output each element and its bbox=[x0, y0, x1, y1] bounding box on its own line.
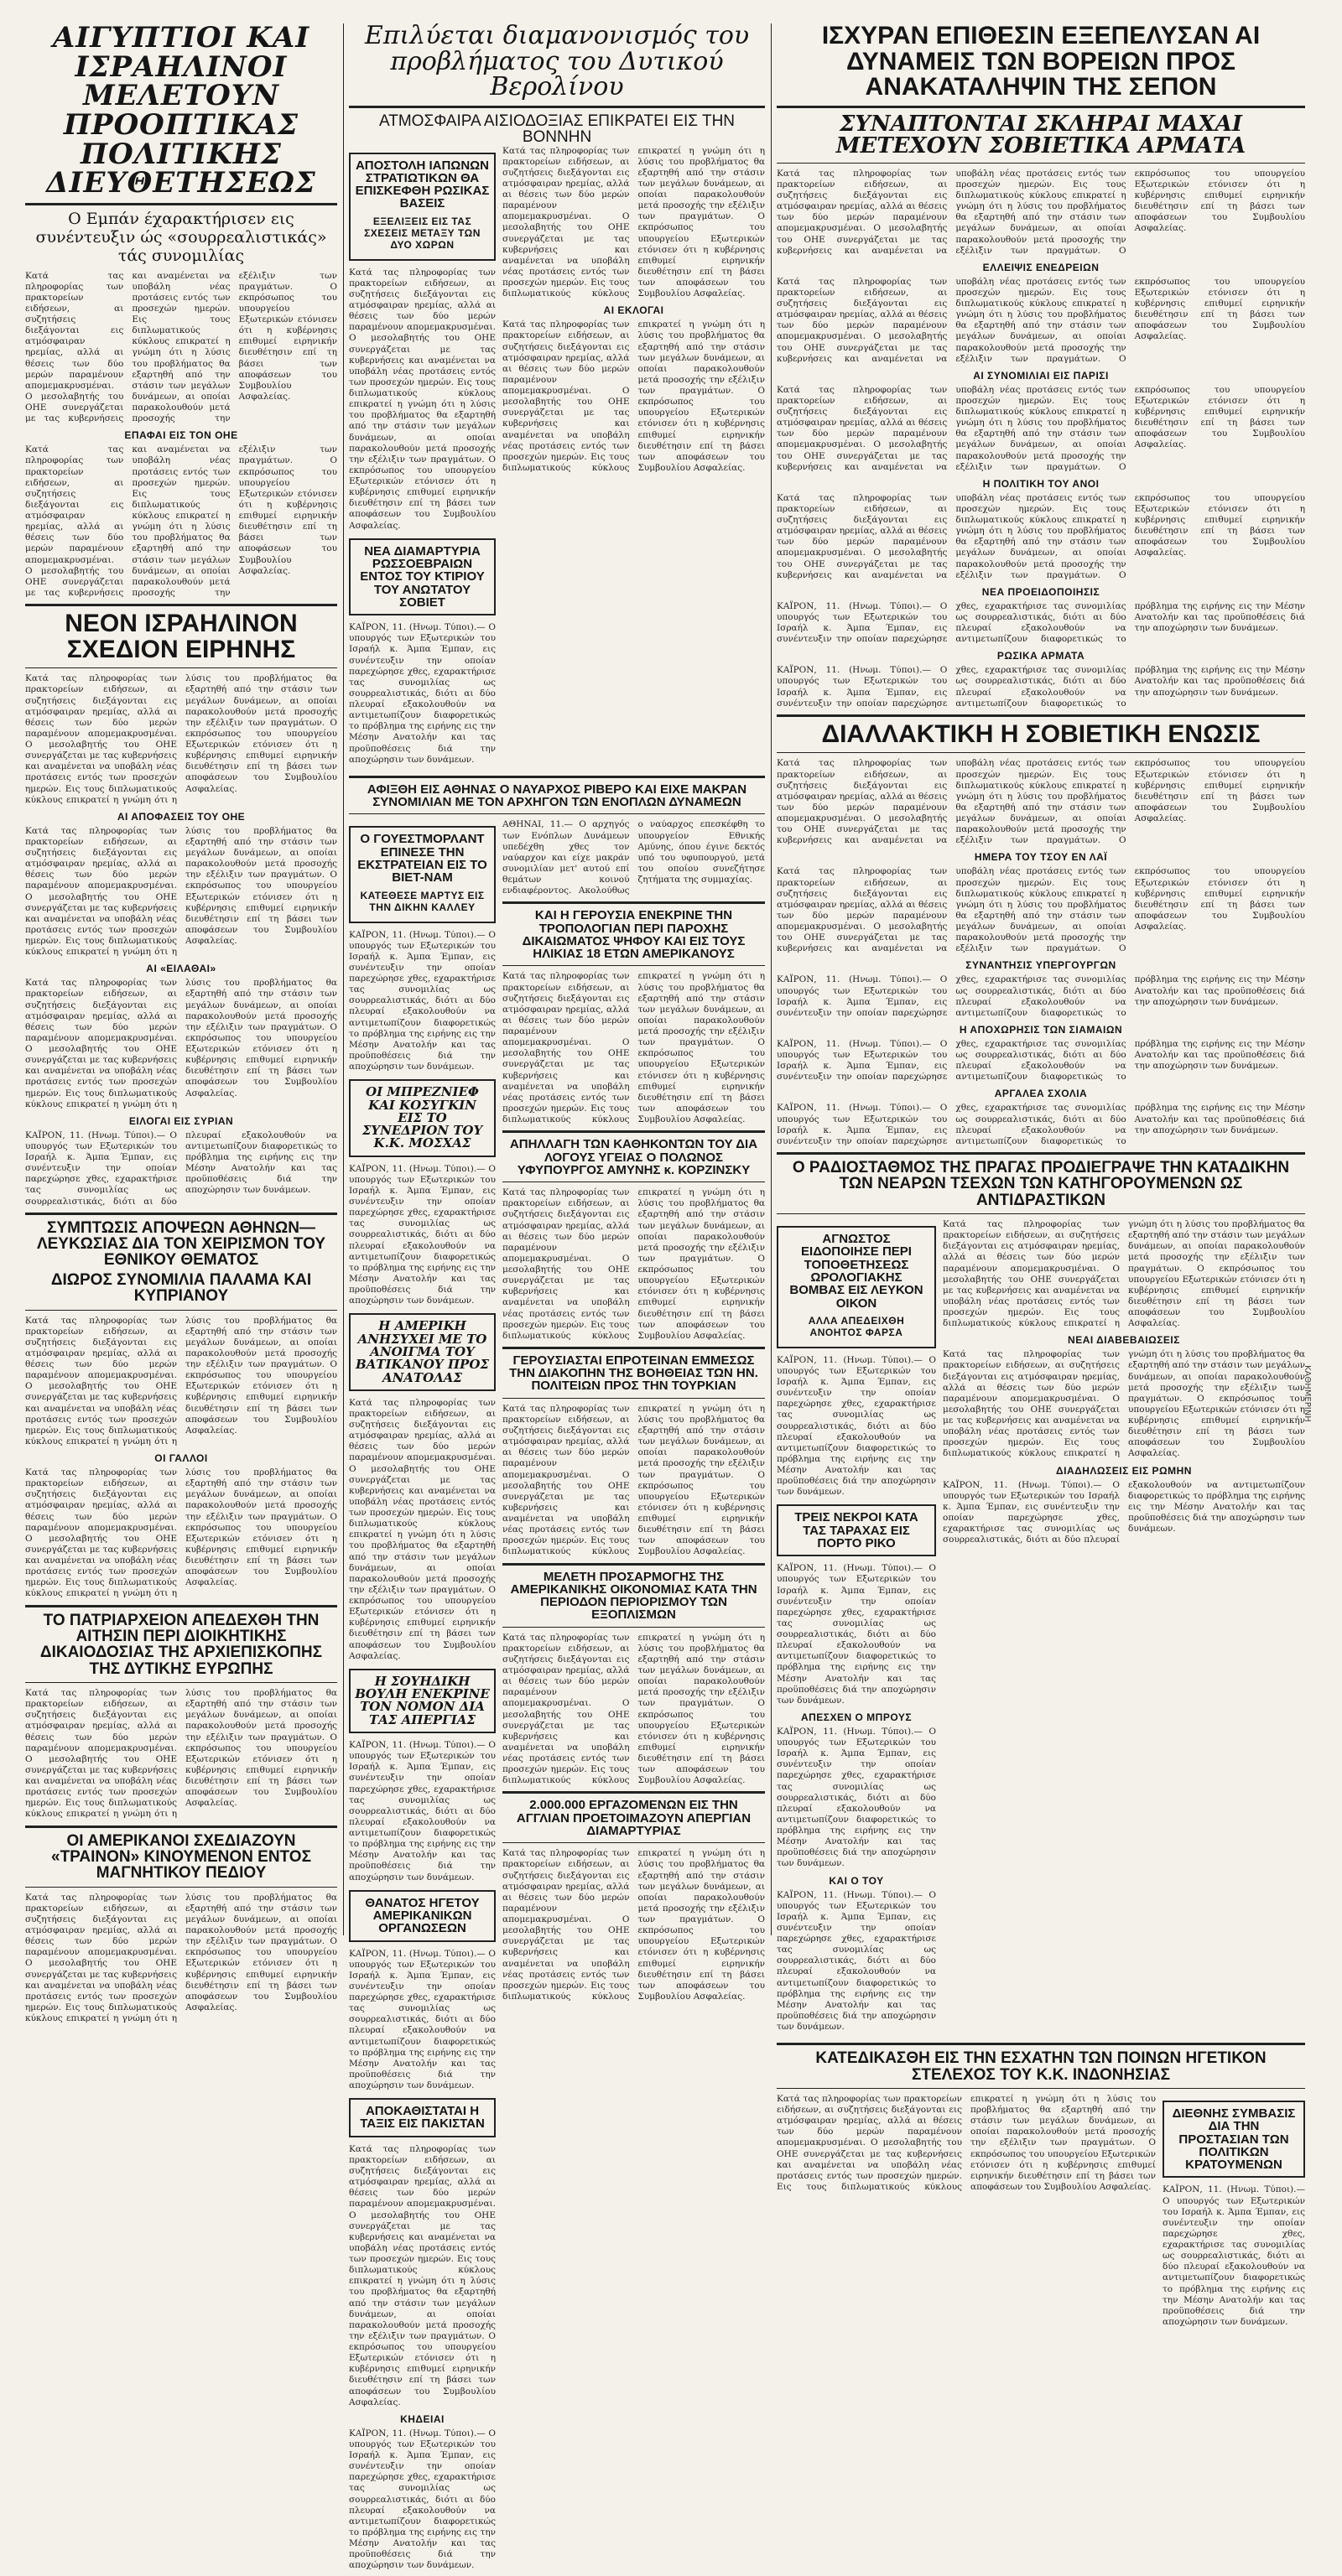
article-body: ΚΑΪΡΟΝ, 11. (Ηνωμ. Τύποι).— Ο υπουργός των Εξωτερικών του Ισραήλ κ. Άμπα Έμπαν, εις συνέντευξιν την οποίαν παρεχώρησε χθες, εχαρακτήρισε τας συνομιλίας ως σουρρεαλιστικάς, διότι αι δύο πλευραί εξακολουθούν να αντιμετωπίζουν διαφορετικώς το πρόβλημα της ειρήνης εις την Μέσην Ανατολήν και τας προϋποθέσεις διά την αποχώρησιν των δυνάμεων. bbox=[777, 1726, 936, 1869]
article-body: Κατά τας πληροφορίας των πρακτορείων ειδήσεων, αι συζητήσεις διεξάγονται εις ατμόσφαιραν ηρεμίας, αλλά αι θέσεις των δύο μερών παραμένουν απομεμακρυσμέναι. Ο μεσολαβητής του ΟΗΕ συνεργάζεται με τας κυβερνήσεις και αναμένεται να υποβάλη νέας προτάσεις εντός των προσεχών ημερών. Εις τους διπλωματικούς κύκλους επικρατεί η γνώμη ότι η λύσις του προβλήματος θα εξαρτηθή από την στάσιν των μεγάλων δυνάμεων, αι οποίαι παρακολουθούν μετά προσοχής την εξέλιξιν των πραγμάτων. Ο εκπρόσωπος του υπουργείου Εξωτερικών ετόνισεν ότι η κυβέρνησις επιθυμεί ειρηνικήν διευθέτησιν επί τη βάσει των αποφάσεων του Συμβουλίου Ασφαλείας. bbox=[349, 1397, 496, 1661]
headline-prague-radio: Ο ΡΑΔΙΟΣΤΑΘΜΟΣ ΤΗΣ ΠΡΑΓΑΣ ΠΡΟΔΙΕΓΡΑΨΕ ΤΗΝ ΚΑΤΑΔΙΚΗΝ ΤΩΝ ΝΕΑΡΩΝ ΤΣΕΧΩΝ ΤΩΝ ΚΑΤΗΓΟΡΟΥΜΕΝΩΝ ΩΣ ΑΝΤΙΔΡΑΣΤΙΚΩΝ bbox=[792, 1158, 1290, 1209]
section-kicker: ΕΠΑΦΑΙ ΕΙΣ ΤΟΝ ΟΗΕ bbox=[124, 429, 238, 442]
article-body: ΚΑΪΡΟΝ, 11. (Ηνωμ. Τύποι).— Ο υπουργός των Εξωτερικών του Ισραήλ κ. Άμπα Έμπαν, εις συνέντευξιν την οποίαν παρεχώρησε χθες, εχαρακτήρισε τας συνομιλίας ως σουρρεαλιστικάς, διότι αι δύο πλευραί εξακολουθούν να αντιμετωπίζουν διαφορετικώς το πρόβλημα της ειρήνης εις την Μέσην Ανατολήν και τας προϋποθέσεις διά την αποχώρησιν των δυνάμεων. bbox=[349, 622, 496, 765]
boxed-article bbox=[349, 1890, 496, 1942]
headline-peace-plan: ΝΕΟΝ ΙΣΡΑΗΛΙΝΟΝ ΣΧΕΔΙΟΝ ΕΙΡΗΝΗΣ bbox=[65, 610, 298, 663]
box-kicker: ΕΞΕΛΙΞΕΙΣ ΕΙΣ ΤΑΣ ΣΧΕΣΕΙΣ ΜΕΤΑΞΥ ΤΩΝ ΔΥΟ ΧΩΡΩΝ bbox=[364, 215, 481, 251]
article-body: Κατά τας πληροφορίας των πρακτορείων ειδήσεων, αι συζητήσεις διεξάγονται εις ατμόσφαιραν ηρεμίας, αλλά αι θέσεις των δύο μερών παραμένουν απομεμακρυσμέναι. Ο μεσολαβητής του ΟΗΕ συνεργάζεται με τας κυβερνήσεις και αναμένεται να υποβάλη νέας προτάσεις εντός των προσεχών ημερών. Εις τους διπλωματικούς κύκλους επικρατεί η γνώμη ότι η λύσις του προβλήματος θα εξαρτηθή από την στάσιν των μεγάλων δυνάμεων, αι οποίαι παρακολουθούν μετά προσοχής την εξέλιξιν των πραγμάτων. Ο εκπρόσωπος του υπουργείου Εξωτερικών ετόνισεν ότι η κυβέρνησις επιθυμεί ειρηνικήν διευθέτησιν επί τη βάσει των αποφάσεων του Συμβουλίου Ασφαλείας. bbox=[25, 270, 337, 424]
article-body: Κατά τας πληροφορίας των πρακτορείων ειδήσεων, αι συζητήσεις διεξάγονται εις ατμόσφαιραν ηρεμίας, αλλά αι θέσεις των δύο μερών παραμένουν απομεμακρυσμέναι. Ο μεσολαβητής του ΟΗΕ συνεργάζεται με τας κυβερνήσεις και αναμένεται να υποβάλη νέας προτάσεις εντός των προσεχών ημερών. Εις τους διπλωματικούς κύκλους επικρατεί η γνώμη ότι η λύσις του προβλήματος θα εξαρτηθή από την στάσιν των μεγάλων δυνάμεων, αι οποίαι παρακολουθούν μετά προσοχής την εξέλιξιν των πραγμάτων. Ο εκπρόσωπος του υπουργείου Εξωτερικών ετόνισεν ότι η κυβέρνησις επιθυμεί ειρηνικήν διευθέτησιν επί τη βάσει των αποφάσεων του Συμβουλίου Ασφαλείας. bbox=[777, 168, 1305, 256]
article-body: Κατά τας πληροφορίας των πρακτορείων ειδήσεων, αι συζητήσεις διεξάγονται εις ατμόσφαιραν ηρεμίας, αλλά αι θέσεις των δύο μερών παραμένουν απομεμακρυσμέναι. Ο μεσολαβητής του ΟΗΕ συνεργάζεται με τας κυβερνήσεις και αναμένεται να υποβάλη νέας προτάσεις εντός των προσεχών ημερών. Εις τους διπλωματικούς κύκλους επικρατεί η γνώμη ότι η λύσις του προβλήματος θα εξαρτηθή από την στάσιν των μεγάλων δυνάμεων, αι οποίαι παρακολουθούν μετά προσοχής την εξέλιξιν των πραγμάτων. Ο εκπρόσωπος του υπουργείου Εξωτερικών ετόνισεν ότι η κυβέρνησις επιθυμεί ειρηνικήν διευθέτησιν επί τη βάσει των αποφάσεων του Συμβουλίου Ασφαλείας. bbox=[943, 1219, 1305, 1329]
article-body: ΚΑΪΡΟΝ, 11. (Ηνωμ. Τύποι).— Ο υπουργός των Εξωτερικών του Ισραήλ κ. Άμπα Έμπαν, εις συνέντευξιν την οποίαν παρεχώρησε χθες, εχαρακτήρισε τας συνομιλίας ως σουρρεαλιστικάς, διότι αι δύο πλευραί εξακολουθούν να αντιμετωπίζουν διαφορετικώς το πρόβλημα της ειρήνης εις την Μέσην Ανατολήν και τας προϋποθέσεις διά την αποχώρησιν των δυνάμεων. bbox=[25, 1130, 337, 1207]
box-headline: ΟΙ ΜΠΡΕΖΝΙΕΦ ΚΑΙ ΚΟΣΥΓΚΙΝ ΕΙΣ ΤΟ ΣΥΝΕΔΡΙΟΝ ΤΟΥ Κ.Κ. ΜΟΣΧΑΣ bbox=[362, 1084, 483, 1151]
article-body: ΑΘΗΝΑΙ, 11.— Ο αρχηγός των Ενόπλων Δυνάμεων υπεδέχθη χθες τον ναύαρχον και είχε μακράν συνομιλίαν μετ' αυτού επί θεμάτων κοινού ενδιαφέροντος. Ακολούθως ο ναύαρχος επεσκέφθη το υπουργείον Εθνικής Αμύνης, όπου έγινε δεκτός υπό του υφυπουργού, μετά του οποίου συνεζήτησε ζητήματα της συμμαχίας. bbox=[502, 819, 765, 896]
article-body: Κατά τας πληροφορίας των πρακτορείων ειδήσεων, αι συζητήσεις διεξάγονται εις ατμόσφαιραν ηρεμίας, αλλά αι θέσεις των δύο μερών παραμένουν απομεμακρυσμέναι. Ο μεσολαβητής του ΟΗΕ συνεργάζεται με τας κυβερνήσεις και αναμένεται να υποβάλη νέας προτάσεις εντός των προσεχών ημερών. Εις τους διπλωματικούς κύκλους επικρατεί η γνώμη ότι η λύσις του προβλήματος θα εξαρτηθή από την στάσιν των μεγάλων δυνάμεων, αι οποίαι παρακολουθούν μετά προσοχής την εξέλιξιν των πραγμάτων. Ο εκπρόσωπος του υπουργείου Εξωτερικών ετόνισεν ότι η κυβέρνησις επιθυμεί ειρηνικήν διευθέτησιν επί τη βάσει των αποφάσεων του Συμβουλίου Ασφαλείας. bbox=[777, 2093, 1156, 2192]
section-kicker: ΕΛΛΕΙΨΙΣ ΕΝΕΔΡΕΙΩΝ bbox=[982, 261, 1100, 273]
box-headline: ΘΑΝΑΤΟΣ ΗΓΕΤΟΥ ΑΜΕΡΙΚΑΝΙΚΩΝ ΟΡΓΑΝΩΣΕΩΝ bbox=[365, 1895, 480, 1936]
margin-strip: ΚΑΘΗΜΕΡΙΝΗ bbox=[1303, 1365, 1312, 1422]
article-body: Κατά τας πληροφορίας των πρακτορείων ειδήσεων, αι συζητήσεις διεξάγονται εις ατμόσφαιραν ηρεμίας, αλλά αι θέσεις των δύο μερών παραμένουν απομεμακρυσμέναι. Ο μεσολαβητής του ΟΗΕ συνεργάζεται με τας κυβερνήσεις και αναμένεται να υποβάλη νέας προτάσεις εντός των προσεχών ημερών. Εις τους διπλωματικούς κύκλους επικρατεί η γνώμη ότι η λύσις του προβλήματος θα εξαρτηθή από την στάσιν των μεγάλων δυνάμεων, αι οποίαι παρακολουθούν μετά προσοχής την εξέλιξιν των πραγμάτων. Ο εκπρόσωπος του υπουργείου Εξωτερικών ετόνισεν ότι η κυβέρνησις επιθυμεί ειρηνικήν διευθέτησιν επί τη βάσει των αποφάσεων του Συμβουλίου Ασφαλείας. bbox=[25, 1892, 337, 2023]
section-kicker: ΣΥΝΑΝΤΗΣΙΣ ΥΠΕΡΓΟΥΡΓΩΝ bbox=[965, 959, 1116, 972]
box-headline: ΔΙΕΘΝΗΣ ΣΥΜΒΑΣΙΣ ΔΙΑ ΤΗΝ ΠΡΟΣΤΑΣΙΑΝ ΤΩΝ ΠΟΛΙΤΙΚΩΝ ΚΡΑΤΟΥΜΕΝΩΝ bbox=[1172, 2106, 1296, 2173]
box-headline: ΑΓΝΩΣΤΟΣ ΕΙΔΟΠΟΙΗΣΕ ΠΕΡΙ ΤΟΠΟΘΕΤΗΣΕΩΣ ΩΡΟΛΟΓΙΑΚΗΣ ΒΟΜΒΑΣ ΕΙΣ ΛΕΥΚΟΝ ΟΙΚΟΝ bbox=[789, 1232, 923, 1311]
article-body: ΚΑΪΡΟΝ, 11. (Ηνωμ. Τύποι).— Ο υπουργός των Εξωτερικών του Ισραήλ κ. Άμπα Έμπαν, εις συνέντευξιν την οποίαν παρεχώρησε χθες, εχαρακτήρισε τας συνομιλίας ως σουρρεαλιστικάς, διότι αι δύο πλευραί εξακολουθούν να αντιμετωπίζουν διαφορετικώς το πρόβλημα της ειρήνης εις την Μέσην Ανατολήν και τας προϋποθέσεις διά την αποχώρησιν των δυνάμεων. bbox=[1163, 2184, 1305, 2327]
section-kicker: ΚΗΔΕΙΑΙ bbox=[400, 2412, 445, 2425]
boxed-article bbox=[349, 1079, 496, 1156]
box-headline: ΝΕΑ ΔΙΑΜΑΡΤΥΡΙΑ ΡΩΣΣΟΕΒΡΑΙΩΝ ΕΝΤΟΣ ΤΟΥ ΚΤΙΡΙΟΥ ΤΟΥ ΑΝΩΤΑΤΟΥ ΣΟΒΙΕΤ bbox=[360, 543, 485, 610]
headline-indonesia: ΚΑΤΕΔΙΚΑΣΘΗ ΕΙΣ ΤΗΝ ΕΣΧΑΤΗΝ ΤΩΝ ΠΟΙΝΩΝ ΗΓΕΤΙΚΟΝ ΣΤΕΛΕΧΟΣ ΤΟΥ Κ.Κ. ΙΝΔΟΝΗΣΙΑΣ bbox=[815, 2049, 1267, 2084]
article-body: Κατά τας πληροφορίας των πρακτορείων ειδήσεων, αι συζητήσεις διεξάγονται εις ατμόσφαιραν ηρεμίας, αλλά αι θέσεις των δύο μερών παραμένουν απομεμακρυσμέναι. Ο μεσολαβητής του ΟΗΕ συνεργάζεται με τας κυβερνήσεις και αναμένεται να υποβάλη νέας προτάσεις εντός των προσεχών ημερών. Εις τους διπλωματικούς κύκλους επικρατεί η γνώμη ότι η λύσις του προβλήματος θα εξαρτηθή από την στάσιν των μεγάλων δυνάμεων, αι οποίαι παρακολουθούν μετά προσοχής την εξέλιξιν των πραγμάτων. Ο εκπρόσωπος του υπουργείου Εξωτερικών ετόνισεν ότι η κυβέρνησις επιθυμεί ειρηνικήν διευθέτησιν επί τη βάσει των αποφάσεων του Συμβουλίου Ασφαλείας. bbox=[502, 319, 765, 473]
box-kicker: ΚΑΤΕΘΕΣΕ ΜΑΡΤΥΣ ΕΙΣ ΤΗΝ ΔΙΚΗΝ ΚΑΛΛΕΥ bbox=[360, 889, 485, 913]
boxed-article bbox=[349, 1669, 496, 1733]
article-body: Κατά τας πληροφορίας των πρακτορείων ειδήσεων, αι συζητήσεις διεξάγονται εις ατμόσφαιραν ηρεμίας, αλλά αι θέσεις των δύο μερών παραμένουν απομεμακρυσμέναι. Ο μεσολαβητής του ΟΗΕ συνεργάζεται με τας κυβερνήσεις και αναμένεται να υποβάλη νέας προτάσεις εντός των προσεχών ημερών. Εις τους διπλωματικούς κύκλους επικρατεί η γνώμη ότι η λύσις του προβλήματος θα εξαρτηθή από την στάσιν των μεγάλων δυνάμεων, αι οποίαι παρακολουθούν μετά προσοχής την εξέλιξιν των πραγμάτων. Ο εκπρόσωπος του υπουργείου Εξωτερικών ετόνισεν ότι η κυβέρνησις επιθυμεί ειρηνικήν διευθέτησιν επί τη βάσει των αποφάσεων του Συμβουλίου Ασφαλείας. bbox=[25, 1467, 337, 1599]
article-body: ΚΑΪΡΟΝ, 11. (Ηνωμ. Τύποι).— Ο υπουργός των Εξωτερικών του Ισραήλ κ. Άμπα Έμπαν, εις συνέντευξιν την οποίαν παρεχώρησε χθες, εχαρακτήρισε τας συνομιλίας ως σουρρεαλιστικάς, διότι αι δύο πλευραί εξακολουθούν να αντιμετωπίζουν διαφορετικώς το πρόβλημα της ειρήνης εις την Μέσην Ανατολήν και τας προϋποθέσεις διά την αποχώρησιν των δυνάμεων. bbox=[349, 2428, 496, 2571]
section-kicker: ΑΙ ΣΥΝΟΜΙΛΙΑΙ ΕΙΣ ΠΑΡΙΣΙ bbox=[973, 369, 1109, 382]
article-body: ΚΑΪΡΟΝ, 11. (Ηνωμ. Τύποι).— Ο υπουργός των Εξωτερικών του Ισραήλ κ. Άμπα Έμπαν, εις συνέντευξιν την οποίαν παρεχώρησε χθες, εχαρακτήρισε τας συνομιλίας ως σουρρεαλιστικάς, διότι αι δύο πλευραί εξακολουθούν να αντιμετωπίζουν διαφορετικώς το πρόβλημα της ειρήνης εις την Μέσην Ανατολήν και τας προϋποθέσεις διά την αποχώρησιν των δυνάμεων. bbox=[777, 1563, 936, 1706]
boxed-article bbox=[1163, 2101, 1305, 2178]
article-body: Κατά τας πληροφορίας των πρακτορείων ειδήσεων, αι συζητήσεις διεξάγονται εις ατμόσφαιραν ηρεμίας, αλλά αι θέσεις των δύο μερών παραμένουν απομεμακρυσμέναι. Ο μεσολαβητής του ΟΗΕ συνεργάζεται με τας κυβερνήσεις και αναμένεται να υποβάλη νέας προτάσεις εντός των προσεχών ημερών. Εις τους διπλωματικούς κύκλους επικρατεί η γνώμη ότι η λύσις του προβλήματος θα εξαρτηθή από την στάσιν των μεγάλων δυνάμεων, αι οποίαι παρακολουθούν μετά προσοχής την εξέλιξιν των πραγμάτων. Ο εκπρόσωπος του υπουργείου Εξωτερικών ετόνισεν ότι η κυβέρνησις επιθυμεί ειρηνικήν διευθέτησιν επί τη βάσει των αποφάσεων του Συμβουλίου Ασφαλείας. bbox=[25, 978, 337, 1109]
section-kicker: ΗΜΕΡΑ ΤΟΥ ΤΣΟΥ ΕΝ ΛΑΪ bbox=[974, 851, 1108, 864]
headline-patriarchate: ΤΟ ΠΑΤΡΙΑΡΧΕΙΟΝ ΑΠΕΔΕΧΘΗ ΤΗΝ ΑΙΤΗΣΙΝ ΠΕΡΙ ΔΙΟΙΚΗΤΙΚΗΣ ΔΙΚΑΙΟΔΟΣΙΑΣ ΤΗΣ ΑΡΧΙΕΠΙΣΚΟΠΗΣ ΤΗΣ ΔΥΤΙΚΗΣ ΕΥΡΩΠΗΣ bbox=[39, 1611, 323, 1678]
column-right bbox=[777, 22, 1305, 2327]
section-kicker: ΡΩΣΙΚΑ ΑΡΜΑΤΑ bbox=[996, 650, 1085, 662]
article-body: Κατά τας πληροφορίας των πρακτορείων ειδήσεων, αι συζητήσεις διεξάγονται εις ατμόσφαιραν ηρεμίας, αλλά αι θέσεις των δύο μερών παραμένουν απομεμακρυσμέναι. Ο μεσολαβητής του ΟΗΕ συνεργάζεται με τας κυβερνήσεις και αναμένεται να υποβάλη νέας προτάσεις εντός των προσεχών ημερών. Εις τους διπλωματικούς κύκλους επικρατεί η γνώμη ότι η λύσις του προβλήματος θα εξαρτηθή από την στάσιν των μεγάλων δυνάμεων, αι οποίαι παρακολουθούν μετά προσοχής την εξέλιξιν των πραγμάτων. Ο εκπρόσωπος του υπουργείου Εξωτερικών ετόνισεν ότι η κυβέρνησις επιθυμεί ειρηνικήν διευθέτησιν επί τη βάσει των αποφάσεων του Συμβουλίου Ασφαλείας. bbox=[25, 444, 337, 598]
box-headline: ΑΠΟΚΑΘΙΣΤΑΤΑΙ Η ΤΑΞΙΣ ΕΙΣ ΠΑΚΙΣΤΑΝ bbox=[360, 2104, 485, 2132]
column-left bbox=[25, 21, 337, 2023]
headline-us-economy: ΜΕΛΕΤΗ ΠΡΟΣΑΡΜΟΓΗΣ ΤΗΣ ΑΜΕΡΙΚΑΝΙΚΗΣ ΟΙΚΟΝΟΜΙΑΣ ΚΑΤΑ ΤΗΝ ΠΕΡΙΟΔΟΝ ΠΕΡΙΟΡΙΣΜΟΥ ΤΩΝ ΕΞΟΠΛΙΣΜΩΝ bbox=[510, 1569, 757, 1623]
boxed-article bbox=[349, 538, 496, 615]
box-headline: ΑΠΟΣΤΟΛΗ ΙΑΠΩΝΩΝ ΣΤΡΑΤΙΩΤΙΚΩΝ ΘΑ ΕΠΙΣΚΕΦΘΗ ΡΩΣΙΚΑΣ ΒΑΣΕΙΣ bbox=[355, 158, 490, 211]
article-body: Κατά τας πληροφορίας των πρακτορείων ειδήσεων, αι συζητήσεις διεξάγονται εις ατμόσφαιραν ηρεμίας, αλλά αι θέσεις των δύο μερών παραμένουν απομεμακρυσμέναι. Ο μεσολαβητής του ΟΗΕ συνεργάζεται με τας κυβερνήσεις και αναμένεται να υποβάλη νέας προτάσεις εντός των προσεχών ημερών. Εις τους διπλωματικούς κύκλους επικρατεί η γνώμη ότι η λύσις του προβλήματος θα εξαρτηθή από την στάσιν των μεγάλων δυνάμεων, αι οποίαι παρακολουθούν μετά προσοχής την εξέλιξιν των πραγμάτων. Ο εκπρόσωπος του υπουργείου Εξωτερικών ετόνισεν ότι η κυβέρνησις επιθυμεί ειρηνικήν διευθέτησιν επί τη βάσει των αποφάσεων του Συμβουλίου Ασφαλείας. bbox=[943, 1349, 1305, 1459]
article-body: ΚΑΪΡΟΝ, 11. (Ηνωμ. Τύποι).— Ο υπουργός των Εξωτερικών του Ισραήλ κ. Άμπα Έμπαν, εις συνέντευξιν την οποίαν παρεχώρησε χθες, εχαρακτήρισε τας συνομιλίας ως σουρρεαλιστικάς, διότι αι δύο πλευραί εξακολουθούν να αντιμετωπίζουν διαφορετικώς το πρόβλημα της ειρήνης εις την Μέσην Ανατολήν και τας προϋποθέσεις διά την αποχώρησιν των δυνάμεων. bbox=[777, 1354, 936, 1498]
boxed-article bbox=[349, 826, 496, 922]
article-body: ΚΑΪΡΟΝ, 11. (Ηνωμ. Τύποι).— Ο υπουργός των Εξωτερικών του Ισραήλ κ. Άμπα Έμπαν, εις συνέντευξιν την οποίαν παρεχώρησε χθες, εχαρακτήρισε τας συνομιλίας ως σουρρεαλιστικάς, διότι αι δύο πλευραί εξακολουθούν να αντιμετωπίζουν διαφορετικώς το πρόβλημα της ειρήνης εις την Μέσην Ανατολήν και τας προϋποθέσεις διά την αποχώρησιν των δυνάμεων. bbox=[777, 974, 1305, 1018]
article-body: ΚΑΪΡΟΝ, 11. (Ηνωμ. Τύποι).— Ο υπουργός των Εξωτερικών του Ισραήλ κ. Άμπα Έμπαν, εις συνέντευξιν την οποίαν παρεχώρησε χθες, εχαρακτήρισε τας συνομιλίας ως σουρρεαλιστικάς, διότι αι δύο πλευραί εξακολουθούν να αντιμετωπίζουν διαφορετικώς το πρόβλημα της ειρήνης εις την Μέσην Ανατολήν και τας προϋποθέσεις διά την αποχώρησιν των δυνάμεων. bbox=[349, 1948, 496, 2091]
column-rule bbox=[343, 23, 344, 1935]
section-kicker: ΔΙΑΔΗΛΩΣΕΙΣ ΕΙΣ ΡΩΜΗΝ bbox=[1056, 1464, 1192, 1477]
article-body: ΚΑΪΡΟΝ, 11. (Ηνωμ. Τύποι).— Ο υπουργός των Εξωτερικών του Ισραήλ κ. Άμπα Έμπαν, εις συνέντευξιν την οποίαν παρεχώρησε χθες, εχαρακτήρισε τας συνομιλίας ως σουρρεαλιστικάς, διότι αι δύο πλευραί εξακολουθούν να αντιμετωπίζουν διαφορετικώς το πρόβλημα της ειρήνης εις την Μέσην Ανατολήν και τας προϋποθέσεις διά την αποχώρησιν των δυνάμεων. bbox=[777, 1889, 936, 2033]
section-kicker: Η ΠΟΛΙΤΙΚΗ ΤΟΥ ΑΝΟΙ bbox=[982, 477, 1100, 490]
article-body: ΚΑΪΡΟΝ, 11. (Ηνωμ. Τύποι).— Ο υπουργός των Εξωτερικών του Ισραήλ κ. Άμπα Έμπαν, εις συνέντευξιν την οποίαν παρεχώρησε χθες, εχαρακτήρισε τας συνομιλίας ως σουρρεαλιστικάς, διότι αι δύο πλευραί εξακολουθούν να αντιμετωπίζουν διαφορετικώς το πρόβλημα της ειρήνης εις την Μέσην Ανατολήν και τας προϋποθέσεις διά την αποχώρησιν των δυνάμεων. bbox=[777, 600, 1305, 645]
headline-berlin: Επιλύεται διαμανονισμός του προβλήματος του Δυτικού Βερολίνου bbox=[364, 21, 750, 102]
box-headline: Ο ΓΟΥΕΣΤΜΟΡΛΑΝΤ ΕΠΙΝΕΣΕ ΤΗΝ ΕΚΣΤΡΑΤΕΙΑΝ ΕΙΣ ΤΟ ΒΙΕΤ-ΝΑΜ bbox=[357, 832, 487, 886]
article-body: Κατά τας πληροφορίας των πρακτορείων ειδήσεων, αι συζητήσεις διεξάγονται εις ατμόσφαιραν ηρεμίας, αλλά αι θέσεις των δύο μερών παραμένουν απομεμακρυσμέναι. Ο μεσολαβητής του ΟΗΕ συνεργάζεται με τας κυβερνήσεις και αναμένεται να υποβάλη νέας προτάσεις εντός των προσεχών ημερών. Εις τους διπλωματικούς κύκλους επικρατεί η γνώμη ότι η λύσις του προβλήματος θα εξαρτηθή από την στάσιν των μεγάλων δυνάμεων, αι οποίαι παρακολουθούν μετά προσοχής την εξέλιξιν των πραγμάτων. Ο εκπρόσωπος του υπουργείου Εξωτερικών ετόνισεν ότι η κυβέρνησις επιθυμεί ειρηνικήν διευθέτησιν επί τη βάσει των αποφάσεων του Συμβουλίου Ασφαλείας. bbox=[777, 384, 1305, 472]
section-kicker: ΑΙ ΕΚΛΟΓΑΙ bbox=[603, 304, 664, 317]
boxed-article bbox=[349, 1313, 496, 1390]
article-body: Κατά τας πληροφορίας των πρακτορείων ειδήσεων, αι συζητήσεις διεξάγονται εις ατμόσφαιραν ηρεμίας, αλλά αι θέσεις των δύο μερών παραμένουν απομεμακρυσμέναι. Ο μεσολαβητής του ΟΗΕ συνεργάζεται με τας κυβερνήσεις και αναμένεται να υποβάλη νέας προτάσεις εντός των προσεχών ημερών. Εις τους διπλωματικούς κύκλους επικρατεί η γνώμη ότι η λύσις του προβλήματος θα εξαρτηθή από την στάσιν των μεγάλων δυνάμεων, αι οποίαι παρακολουθούν μετά προσοχής την εξέλιξιν των πραγμάτων. Ο εκπρόσωπος του υπουργείου Εξωτερικών ετόνισεν ότι η κυβέρνησις επιθυμεί ειρηνικήν διευθέτησιν επί τη βάσει των αποφάσεων του Συμβουλίου Ασφαλείας. bbox=[502, 1848, 765, 2002]
box-kicker: ΑΛΛΑ ΑΠΕΔΕΙΧΘΗ ΑΝΟΗΤΟΣ ΦΑΡΣΑ bbox=[808, 1314, 905, 1338]
box-headline: Η ΣΟΥΗΔΙΚΗ ΒΟΥΛΗ ΕΝΕΚΡΙΝΕ ΤΟΝ ΝΟΜΟΝ ΔΙΑ ΤΑΣ ΑΠΕΡΓΙΑΣ bbox=[355, 1673, 490, 1727]
article-body: Κατά τας πληροφορίας των πρακτορείων ειδήσεων, αι συζητήσεις διεξάγονται εις ατμόσφαιραν ηρεμίας, αλλά αι θέσεις των δύο μερών παραμένουν απομεμακρυσμέναι. Ο μεσολαβητής του ΟΗΕ συνεργάζεται με τας κυβερνήσεις και αναμένεται να υποβάλη νέας προτάσεις εντός των προσεχών ημερών. Εις τους διπλωματικούς κύκλους επικρατεί η γνώμη ότι η λύσις του προβλήματος θα εξαρτηθή από την στάσιν των μεγάλων δυνάμεων, αι οποίαι παρακολουθούν μετά προσοχής την εξέλιξιν των πραγμάτων. Ο εκπρόσωπος του υπουργείου Εξωτερικών ετόνισεν ότι η κυβέρνησις επιθυμεί ειρηνικήν διευθέτησιν επί τη βάσει των αποφάσεων του Συμβουλίου Ασφαλείας. bbox=[777, 866, 1305, 954]
boxed-article bbox=[777, 1226, 936, 1348]
box-headline: ΤΡΕΙΣ ΝΕΚΡΟΙ ΚΑΤΑ ΤΑΣ ΤΑΡΑΧΑΣ ΕΙΣ ΠΟΡΤΟ ΡΙΚΟ bbox=[794, 1510, 918, 1551]
newspaper-page bbox=[25, 21, 1317, 2571]
section-kicker: ΝΕΑΙ ΔΙΑΒΕΒΑΙΩΣΕΙΣ bbox=[1068, 1334, 1180, 1347]
article-body: Κατά τας πληροφορίας των πρακτορείων ειδήσεων, αι συζητήσεις διεξάγονται εις ατμόσφαιραν ηρεμίας, αλλά αι θέσεις των δύο μερών παραμένουν απομεμακρυσμέναι. Ο μεσολαβητής του ΟΗΕ συνεργάζεται με τας κυβερνήσεις και αναμένεται να υποβάλη νέας προτάσεις εντός των προσεχών ημερών. Εις τους διπλωματικούς κύκλους επικρατεί η γνώμη ότι η λύσις του προβλήματος θα εξαρτηθή από την στάσιν των μεγάλων δυνάμεων, αι οποίαι παρακολουθούν μετά προσοχής την εξέλιξιν των πραγμάτων. Ο εκπρόσωπος του υπουργείου Εξωτερικών ετόνισεν ότι η κυβέρνησις επιθυμεί ειρηνικήν διευθέτησιν επί τη βάσει των αποφάσεων του Συμβουλίου Ασφαλείας. bbox=[502, 145, 765, 299]
column-rule bbox=[771, 23, 772, 1935]
boxed-article bbox=[349, 2098, 496, 2137]
section-kicker: ΕΙΛΟΓΑΙ ΕΙΣ ΣΥΡΙΑΝ bbox=[128, 1114, 234, 1127]
section-kicker: ΑΡΓΑΛΕΑ ΣΧΟΛΙΑ bbox=[994, 1088, 1088, 1100]
headline-magnetic-train: ΟΙ ΑΜΕΡΙΚΑΝΟΙ ΣΧΕΔΙΑΖΟΥΝ «ΤΡΑΙΝΟΝ» ΚΙΝΟΥΜΕΝΟΝ ΕΝΤΟΣ ΜΑΓΝΗΤΙΚΟΥ ΠΕΔΙΟΥ bbox=[51, 1831, 311, 1883]
article-body: ΚΑΪΡΟΝ, 11. (Ηνωμ. Τύποι).— Ο υπουργός των Εξωτερικών του Ισραήλ κ. Άμπα Έμπαν, εις συνέντευξιν την οποίαν παρεχώρησε χθες, εχαρακτήρισε τας συνομιλίας ως σουρρεαλιστικάς, διότι αι δύο πλευραί εξακολουθούν να αντιμετωπίζουν διαφορετικώς το πρόβλημα της ειρήνης εις την Μέσην Ανατολήν και τας προϋποθέσεις διά την αποχώρησιν των δυνάμεων. bbox=[777, 1103, 1305, 1146]
headline-north-offensive: ΙΣΧΥΡΑΝ ΕΠΙΘΕΣΙΝ ΕΞΕΠΕΛΥΣΑΝ ΑΙ ΔΥΝΑΜΕΙΣ ΤΩΝ ΒΟΡΕΙΩΝ ΠΡΟΣ ΑΝΑΚΑΤΑΛΗΨΙΝ ΤΗΣ ΣΕΠΟΝ bbox=[821, 22, 1261, 101]
headline-rivero: ΑΦΙΞΘΗ ΕΙΣ ΑΘΗΝΑΣ Ο ΝΑΥΑΡΧΟΣ ΡΙΒΕΡΟ ΚΑΙ ΕΙΧΕ ΜΑΚΡΑΝ ΣΥΝΟΜΙΛΙΑΝ ΜΕ ΤΟΝ ΑΡΧΗΓΟΝ ΤΩΝ ΕΝΟΠΛΩΝ ΔΥΝΑΜΕΩΝ bbox=[367, 782, 747, 810]
headline-turkey-aid: ΓΕΡΟΥΣΙΑΣΤΑΙ ΕΠΡΟΤΕΙΝΑΝ ΕΜΜΕΣΩΣ ΤΗΝ ΔΙΑΚΟΠΗΝ ΤΗΣ ΒΟΗΘΕΙΑΣ ΤΩΝ ΗΝ. ΠΟΛΙΤΕΙΩΝ ΠΡΟΣ ΤΗΝ ΤΟΥΡΚΙΑΝ bbox=[509, 1353, 758, 1394]
section-kicker: Η ΑΠΟΧΩΡΗΣΙΣ ΤΩΝ ΣΙΑΜΑΙΩΝ bbox=[959, 1023, 1123, 1036]
subheadline-soviet-tanks: ΣΥΝΑΠΤΟΝΤΑΙ ΣΚΛΗΡΑΙ ΜΑΧΑΙ ΜΕΤΕΧΟΥΝ ΣΟΒΙΕΤΙΚΑ ΑΡΜΑΤΑ bbox=[835, 111, 1246, 159]
article-body: ΚΑΪΡΟΝ, 11. (Ηνωμ. Τύποι).— Ο υπουργός των Εξωτερικών του Ισραήλ κ. Άμπα Έμπαν, εις συνέντευξιν την οποίαν παρεχώρησε χθες, εχαρακτήρισε τας συνομιλίας ως σουρρεαλιστικάς, διότι αι δύο πλευραί εξακολουθούν να αντιμετωπίζουν διαφορετικώς το πρόβλημα της ειρήνης εις την Μέσην Ανατολήν και τας προϋποθέσεις διά την αποχώρησιν των δυνάμεων. bbox=[349, 1740, 496, 1883]
headline-senate-vote: ΚΑΙ Η ΓΕΡΟΥΣΙΑ ΕΝΕΚΡΙΝΕ ΤΗΝ ΤΡΟΠΟΛΟΓΙΑΝ ΠΕΡΙ ΠΑΡΟΧΗΣ ΔΙΚΑΙΩΜΑΤΟΣ ΨΗΦΟΥ ΚΑΙ ΕΙΣ ΤΟΥΣ ΗΛΙΚΙΑΣ 18 ΕΤΩΝ ΑΜΕΡΙΚΑΝΟΥΣ bbox=[522, 908, 746, 962]
boxed-article bbox=[349, 153, 496, 261]
article-body: Κατά τας πληροφορίας των πρακτορείων ειδήσεων, αι συζητήσεις διεξάγονται εις ατμόσφαιραν ηρεμίας, αλλά αι θέσεις των δύο μερών παραμένουν απομεμακρυσμέναι. Ο μεσολαβητής του ΟΗΕ συνεργάζεται με τας κυβερνήσεις και αναμένεται να υποβάλη νέας προτάσεις εντός των προσεχών ημερών. Εις τους διπλωματικούς κύκλους επικρατεί η γνώμη ότι η λύσις του προβλήματος θα εξαρτηθή από την στάσιν των μεγάλων δυνάμεων, αι οποίαι παρακολουθούν μετά προσοχής την εξέλιξιν των πραγμάτων. Ο εκπρόσωπος του υπουργείου Εξωτερικών ετόνισεν ότι η κυβέρνησις επιθυμεί ειρηνικήν διευθέτησιν επί τη βάσει των αποφάσεων του Συμβουλίου Ασφαλείας. bbox=[349, 2143, 496, 2407]
article-body: Κατά τας πληροφορίας των πρακτορείων ειδήσεων, αι συζητήσεις διεξάγονται εις ατμόσφαιραν ηρεμίας, αλλά αι θέσεις των δύο μερών παραμένουν απομεμακρυσμέναι. Ο μεσολαβητής του ΟΗΕ συνεργάζεται με τας κυβερνήσεις και αναμένεται να υποβάλη νέας προτάσεις εντός των προσεχών ημερών. Εις τους διπλωματικούς κύκλους επικρατεί η γνώμη ότι η λύσις του προβλήματος θα εξαρτηθή από την στάσιν των μεγάλων δυνάμεων, αι οποίαι παρακολουθούν μετά προσοχής την εξέλιξιν των πραγμάτων. Ο εκπρόσωπος του υπουργείου Εξωτερικών ετόνισεν ότι η κυβέρνησις επιθυμεί ειρηνικήν διευθέτησιν επί τη βάσει των αποφάσεων του Συμβουλίου Ασφαλείας. bbox=[349, 267, 496, 531]
box-headline: Η ΑΜΕΡΙΚΗ ΑΝΗΣΥΧΕΙ ΜΕ ΤΟ ΑΝΟΙΓΜΑ ΤΟΥ ΒΑΤΙΚΑΝΟΥ ΠΡΟΣ ΑΝΑΤΟΛΑΣ bbox=[355, 1318, 489, 1385]
article-body: Κατά τας πληροφορίας των πρακτορείων ειδήσεων, αι συζητήσεις διεξάγονται εις ατμόσφαιραν ηρεμίας, αλλά αι θέσεις των δύο μερών παραμένουν απομεμακρυσμέναι. Ο μεσολαβητής του ΟΗΕ συνεργάζεται με τας κυβερνήσεις και αναμένεται να υποβάλη νέας προτάσεις εντός των προσεχών ημερών. Εις τους διπλωματικούς κύκλους επικρατεί η γνώμη ότι η λύσις του προβλήματος θα εξαρτηθή από την στάσιν των μεγάλων δυνάμεων, αι οποίαι παρακολουθούν μετά προσοχής την εξέλιξιν των πραγμάτων. Ο εκπρόσωπος του υπουργείου Εξωτερικών ετόνισεν ότι η κυβέρνησις επιθυμεί ειρηνικήν διευθέτησιν επί τη βάσει των αποφάσεων του Συμβουλίου Ασφαλείας. bbox=[25, 1688, 337, 1820]
article-body: Κατά τας πληροφορίας των πρακτορείων ειδήσεων, αι συζητήσεις διεξάγονται εις ατμόσφαιραν ηρεμίας, αλλά αι θέσεις των δύο μερών παραμένουν απομεμακρυσμέναι. Ο μεσολαβητής του ΟΗΕ συνεργάζεται με τας κυβερνήσεις και αναμένεται να υποβάλη νέας προτάσεις εντός των προσεχών ημερών. Εις τους διπλωματικούς κύκλους επικρατεί η γνώμη ότι η λύσις του προβλήματος θα εξαρτηθή από την στάσιν των μεγάλων δυνάμεων, αι οποίαι παρακολουθούν μετά προσοχής την εξέλιξιν των πραγμάτων. Ο εκπρόσωπος του υπουργείου Εξωτερικών ετόνισεν ότι η κυβέρνησις επιθυμεί ειρηνικήν διευθέτησιν επί τη βάσει των αποφάσεων του Συμβουλίου Ασφαλείας. bbox=[502, 1187, 765, 1341]
article-body: Κατά τας πληροφορίας των πρακτορείων ειδήσεων, αι συζητήσεις διεξάγονται εις ατμόσφαιραν ηρεμίας, αλλά αι θέσεις των δύο μερών παραμένουν απομεμακρυσμέναι. Ο μεσολαβητής του ΟΗΕ συνεργάζεται με τας κυβερνήσεις και αναμένεται να υποβάλη νέας προτάσεις εντός των προσεχών ημερών. Εις τους διπλωματικούς κύκλους επικρατεί η γνώμη ότι η λύσις του προβλήματος θα εξαρτηθή από την στάσιν των μεγάλων δυνάμεων, αι οποίαι παρακολουθούν μετά προσοχής την εξέλιξιν των πραγμάτων. Ο εκπρόσωπος του υπουργείου Εξωτερικών ετόνισεν ότι η κυβέρνησις επιθυμεί ειρηνικήν διευθέτησιν επί τη βάσει των αποφάσεων του Συμβουλίου Ασφαλείας. bbox=[502, 1403, 765, 1557]
headline-korczynski: ΑΠΗΛΛΑΓΗ ΤΩΝ ΚΑΘΗΚΟΝΤΩΝ ΤΟΥ ΔΙΑ ΛΟΓΟΥΣ ΥΓΕΙΑΣ Ο ΠΟΛΩΝΟΣ ΥΦΥΠΟΥΡΓΟΣ ΑΜΥΝΗΣ κ. ΚΟΡΖΙΝΣΚΥ bbox=[509, 1137, 758, 1177]
boxed-article bbox=[777, 1504, 936, 1556]
article-body: Κατά τας πληροφορίας των πρακτορείων ειδήσεων, αι συζητήσεις διεξάγονται εις ατμόσφαιραν ηρεμίας, αλλά αι θέσεις των δύο μερών παραμένουν απομεμακρυσμέναι. Ο μεσολαβητής του ΟΗΕ συνεργάζεται με τας κυβερνήσεις και αναμένεται να υποβάλη νέας προτάσεις εντός των προσεχών ημερών. Εις τους διπλωματικούς κύκλους επικρατεί η γνώμη ότι η λύσις του προβλήματος θα εξαρτηθή από την στάσιν των μεγάλων δυνάμεων, αι οποίαι παρακολουθούν μετά προσοχής την εξέλιξιν των πραγμάτων. Ο εκπρόσωπος του υπουργείου Εξωτερικών ετόνισεν ότι η κυβέρνησις επιθυμεί ειρηνικήν διευθέτησιν επί τη βάσει των αποφάσεων του Συμβουλίου Ασφαλείας. bbox=[502, 1632, 765, 1786]
section-kicker: ΟΙ ΓΑΛΛΟΙ bbox=[154, 1452, 208, 1464]
article-body: ΚΑΪΡΟΝ, 11. (Ηνωμ. Τύποι).— Ο υπουργός των Εξωτερικών του Ισραήλ κ. Άμπα Έμπαν, εις συνέντευξιν την οποίαν παρεχώρησε χθες, εχαρακτήρισε τας συνομιλίας ως σουρρεαλιστικάς, διότι αι δύο πλευραί εξακολουθούν να αντιμετωπίζουν διαφορετικώς το πρόβλημα της ειρήνης εις την Μέσην Ανατολήν και τας προϋποθέσεις διά την αποχώρησιν των δυνάμεων. bbox=[349, 1163, 496, 1306]
headline-palamas-kyprianou: ΔΙΩΡΟΣ ΣΥΝΟΜΙΛΙΑ ΠΑΛΑΜΑ ΚΑΙ ΚΥΠΡΙΑΝΟΥ bbox=[50, 1270, 312, 1306]
column-middle bbox=[349, 21, 765, 2571]
headline-athens-nicosia: ΣΥΜΠΤΩΣΙΣ ΑΠΟΨΕΩΝ ΑΘΗΝΩΝ—ΛΕΥΚΩΣΙΑΣ ΔΙΑ ΤΟΝ ΧΕΙΡΙΣΜΟΝ ΤΟΥ ΕΘΝΙΚΟΥ ΘΕΜΑΤΟΣ bbox=[36, 1218, 326, 1270]
headline-bonn: ΑΤΜΟΣΦΑΙΡΑ ΑΙΣΙΟΔΟΞΙΑΣ ΕΠΙΚΡΑΤΕΙ ΕΙΣ ΤΗΝ ΒΟΝΝΗΝ bbox=[378, 112, 736, 147]
section-kicker: ΚΑΙ Ο ΤΟΥ bbox=[829, 1874, 884, 1887]
article-body: Κατά τας πληροφορίας των πρακτορείων ειδήσεων, αι συζητήσεις διεξάγονται εις ατμόσφαιραν ηρεμίας, αλλά αι θέσεις των δύο μερών παραμένουν απομεμακρυσμέναι. Ο μεσολαβητής του ΟΗΕ συνεργάζεται με τας κυβερνήσεις και αναμένεται να υποβάλη νέας προτάσεις εντός των προσεχών ημερών. Εις τους διπλωματικούς κύκλους επικρατεί η γνώμη ότι η λύσις του προβλήματος θα εξαρτηθή από την στάσιν των μεγάλων δυνάμεων, αι οποίαι παρακολουθούν μετά προσοχής την εξέλιξιν των πραγμάτων. Ο εκπρόσωπος του υπουργείου Εξωτερικών ετόνισεν ότι η κυβέρνησις επιθυμεί ειρηνικήν διευθέτησιν επί τη βάσει των αποφάσεων του Συμβουλίου Ασφαλείας. bbox=[502, 971, 765, 1125]
section-kicker: ΑΠΕΣΧΕΝ Ο ΜΠΡΟΥΣ bbox=[800, 1711, 913, 1723]
article-body: ΚΑΪΡΟΝ, 11. (Ηνωμ. Τύποι).— Ο υπουργός των Εξωτερικών του Ισραήλ κ. Άμπα Έμπαν, εις συνέντευξιν την οποίαν παρεχώρησε χθες, εχαρακτήρισε τας συνομιλίας ως σουρρεαλιστικάς, διότι αι δύο πλευραί εξακολουθούν να αντιμετωπίζουν διαφορετικώς το πρόβλημα της ειρήνης εις την Μέσην Ανατολήν και τας προϋποθέσεις διά την αποχώρησιν των δυνάμεων. bbox=[777, 665, 1305, 709]
article-body: Κατά τας πληροφορίας των πρακτορείων ειδήσεων, αι συζητήσεις διεξάγονται εις ατμόσφαιραν ηρεμίας, αλλά αι θέσεις των δύο μερών παραμένουν απομεμακρυσμέναι. Ο μεσολαβητής του ΟΗΕ συνεργάζεται με τας κυβερνήσεις και αναμένεται να υποβάλη νέας προτάσεις εντός των προσεχών ημερών. Εις τους διπλωματικούς κύκλους επικρατεί η γνώμη ότι η λύσις του προβλήματος θα εξαρτηθή από την στάσιν των μεγάλων δυνάμεων, αι οποίαι παρακολουθούν μετά προσοχής την εξέλιξιν των πραγμάτων. Ο εκπρόσωπος του υπουργείου Εξωτερικών ετόνισεν ότι η κυβέρνησις επιθυμεί ειρηνικήν διευθέτησιν επί τη βάσει των αποφάσεων του Συμβουλίου Ασφαλείας. bbox=[25, 673, 337, 805]
article-body: Κατά τας πληροφορίας των πρακτορείων ειδήσεων, αι συζητήσεις διεξάγονται εις ατμόσφαιραν ηρεμίας, αλλά αι θέσεις των δύο μερών παραμένουν απομεμακρυσμέναι. Ο μεσολαβητής του ΟΗΕ συνεργάζεται με τας κυβερνήσεις και αναμένεται να υποβάλη νέας προτάσεις εντός των προσεχών ημερών. Εις τους διπλωματικούς κύκλους επικρατεί η γνώμη ότι η λύσις του προβλήματος θα εξαρτηθή από την στάσιν των μεγάλων δυνάμεων, αι οποίαι παρακολουθούν μετά προσοχής την εξέλιξιν των πραγμάτων. Ο εκπρόσωπος του υπουργείου Εξωτερικών ετόνισεν ότι η κυβέρνησις επιθυμεί ειρηνικήν διευθέτησιν επί τη βάσει των αποφάσεων του Συμβουλίου Ασφαλείας. bbox=[25, 825, 337, 958]
article-body: Κατά τας πληροφορίας των πρακτορείων ειδήσεων, αι συζητήσεις διεξάγονται εις ατμόσφαιραν ηρεμίας, αλλά αι θέσεις των δύο μερών παραμένουν απομεμακρυσμέναι. Ο μεσολαβητής του ΟΗΕ συνεργάζεται με τας κυβερνήσεις και αναμένεται να υποβάλη νέας προτάσεις εντός των προσεχών ημερών. Εις τους διπλωματικούς κύκλους επικρατεί η γνώμη ότι η λύσις του προβλήματος θα εξαρτηθή από την στάσιν των μεγάλων δυνάμεων, αι οποίαι παρακολουθούν μετά προσοχής την εξέλιξιν των πραγμάτων. Ο εκπρόσωπος του υπουργείου Εξωτερικών ετόνισεν ότι η κυβέρνησις επιθυμεί ειρηνικήν διευθέτησιν επί τη βάσει των αποφάσεων του Συμβουλίου Ασφαλείας. bbox=[25, 1315, 337, 1446]
article-body: Κατά τας πληροφορίας των πρακτορείων ειδήσεων, αι συζητήσεις διεξάγονται εις ατμόσφαιραν ηρεμίας, αλλά αι θέσεις των δύο μερών παραμένουν απομεμακρυσμέναι. Ο μεσολαβητής του ΟΗΕ συνεργάζεται με τας κυβερνήσεις και αναμένεται να υποβάλη νέας προτάσεις εντός των προσεχών ημερών. Εις τους διπλωματικούς κύκλους επικρατεί η γνώμη ότι η λύσις του προβλήματος θα εξαρτηθή από την στάσιν των μεγάλων δυνάμεων, αι οποίαι παρακολουθούν μετά προσοχής την εξέλιξιν των πραγμάτων. Ο εκπρόσωπος του υπουργείου Εξωτερικών ετόνισεν ότι η κυβέρνησις επιθυμεί ειρηνικήν διευθέτησιν επί τη βάσει των αποφάσεων του Συμβουλίου Ασφαλείας. bbox=[777, 276, 1305, 364]
section-kicker: ΑΙ «ΕΙΛΑΘΑΙ» bbox=[146, 963, 216, 975]
article-body: ΚΑΪΡΟΝ, 11. (Ηνωμ. Τύποι).— Ο υπουργός των Εξωτερικών του Ισραήλ κ. Άμπα Έμπαν, εις συνέντευξιν την οποίαν παρεχώρησε χθες, εχαρακτήρισε τας συνομιλίας ως σουρρεαλιστικάς, διότι αι δύο πλευραί εξακολουθούν να αντιμετωπίζουν διαφορετικώς το πρόβλημα της ειρήνης εις την Μέσην Ανατολήν και τας προϋποθέσεις διά την αποχώρησιν των δυνάμεων. bbox=[777, 1038, 1305, 1083]
headline-egypt-israel: ΑΙΓΥΠΤΙΟΙ ΚΑΙ ΙΣΡΑΗΛΙΝΟΙ ΜΕΛΕΤΟΥΝ ΠΡΟΟΠΤΙΚΑΣ ΠΟΛΙΤΙΚΗΣ ΔΙΕΥΘΕΤΗΣΕΩΣ bbox=[46, 21, 316, 200]
headline-soviet-conciliatory: ΔΙΑΛΛΑΚΤΙΚΗ Η ΣΟΒΙΕΤΙΚΗ ΕΝΩΣΙΣ bbox=[821, 719, 1261, 748]
article-body: Κατά τας πληροφορίας των πρακτορείων ειδήσεων, αι συζητήσεις διεξάγονται εις ατμόσφαιραν ηρεμίας, αλλά αι θέσεις των δύο μερών παραμένουν απομεμακρυσμέναι. Ο μεσολαβητής του ΟΗΕ συνεργάζεται με τας κυβερνήσεις και αναμένεται να υποβάλη νέας προτάσεις εντός των προσεχών ημερών. Εις τους διπλωματικούς κύκλους επικρατεί η γνώμη ότι η λύσις του προβλήματος θα εξαρτηθή από την στάσιν των μεγάλων δυνάμεων, αι οποίαι παρακολουθούν μετά προσοχής την εξέλιξιν των πραγμάτων. Ο εκπρόσωπος του υπουργείου Εξωτερικών ετόνισεν ότι η κυβέρνησις επιθυμεί ειρηνικήν διευθέτησιν επί τη βάσει των αποφάσεων του Συμβουλίου Ασφαλείας. bbox=[777, 758, 1305, 846]
headline-uk-strike: 2.000.000 ΕΡΓΑΖΟΜΕΝΩΝ ΕΙΣ ΤΗΝ ΑΓΓΛΙΑΝ ΠΡΟΕΤΟΙΜΑΖΟΥΝ ΑΠΕΡΓΙΑΝ ΔΙΑΜΑΡΤΥΡΙΑΣ bbox=[516, 1798, 752, 1839]
article-body: ΚΑΪΡΟΝ, 11. (Ηνωμ. Τύποι).— Ο υπουργός των Εξωτερικών του Ισραήλ κ. Άμπα Έμπαν, εις συνέντευξιν την οποίαν παρεχώρησε χθες, εχαρακτήρισε τας συνομιλίας ως σουρρεαλιστικάς, διότι αι δύο πλευραί εξακολουθούν να αντιμετωπίζουν διαφορετικώς το πρόβλημα της ειρήνης εις την Μέσην Ανατολήν και τας προϋποθέσεις διά την αποχώρησιν των δυνάμεων. bbox=[349, 929, 496, 1072]
section-kicker: ΝΕΑ ΠΡΟΕΙΔΟΠΟΙΗΣΙΣ bbox=[981, 585, 1100, 598]
article-body: Κατά τας πληροφορίας των πρακτορείων ειδήσεων, αι συζητήσεις διεξάγονται εις ατμόσφαιραν ηρεμίας, αλλά αι θέσεις των δύο μερών παραμένουν απομεμακρυσμέναι. Ο μεσολαβητής του ΟΗΕ συνεργάζεται με τας κυβερνήσεις και αναμένεται να υποβάλη νέας προτάσεις εντός των προσεχών ημερών. Εις τους διπλωματικούς κύκλους επικρατεί η γνώμη ότι η λύσις του προβλήματος θα εξαρτηθή από την στάσιν των μεγάλων δυνάμεων, αι οποίαι παρακολουθούν μετά προσοχής την εξέλιξιν των πραγμάτων. Ο εκπρόσωπος του υπουργείου Εξωτερικών ετόνισεν ότι η κυβέρνησις επιθυμεί ειρηνικήν διευθέτησιν επί τη βάσει των αποφάσεων του Συμβουλίου Ασφαλείας. bbox=[777, 492, 1305, 580]
article-body: ΚΑΪΡΟΝ, 11. (Ηνωμ. Τύποι).— Ο υπουργός των Εξωτερικών του Ισραήλ κ. Άμπα Έμπαν, εις συνέντευξιν την οποίαν παρεχώρησε χθες, εχαρακτήρισε τας συνομιλίας ως σουρρεαλιστικάς, διότι αι δύο πλευραί εξακολουθούν να αντιμετωπίζουν διαφορετικώς το πρόβλημα της ειρήνης εις την Μέσην Ανατολήν και τας προϋποθέσεις διά την αποχώρησιν των δυνάμεων. bbox=[943, 1479, 1305, 1545]
section-kicker: ΑΙ ΑΠΟΦΑΣΕΙΣ ΤΟΥ ΟΗΕ bbox=[117, 810, 246, 823]
subheadline-eban: Ο Εμπάν έχαρακτήρισεν εις συνέντευξιν ώς «σουρρεαλιστικάς» τάς συνομιλίας bbox=[35, 210, 327, 265]
